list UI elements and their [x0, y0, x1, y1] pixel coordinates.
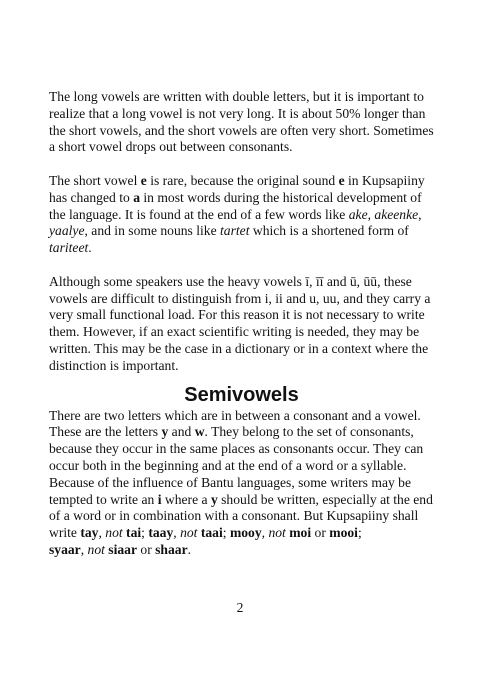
- example-word: tariteet: [49, 240, 89, 256]
- letter-e: e: [140, 172, 147, 188]
- example-word: taai: [200, 525, 223, 541]
- page-content: [49, 89, 434, 559]
- text: or: [137, 541, 156, 557]
- example-word: tai: [126, 525, 142, 541]
- example-word: yaalye: [49, 223, 85, 239]
- page-number: 2: [236, 600, 244, 615]
- text: where a: [161, 491, 211, 507]
- not-word: not: [268, 525, 286, 541]
- example-word: mooy: [229, 525, 262, 541]
- example-word: taay: [148, 525, 174, 541]
- example-word: syaar: [49, 541, 81, 557]
- text: . They belong to the set of consonants, because they occur in the same places as consonants occur. They can occur both in the beginning and at the end of a word or a syllable. Because of the influence of Bantu languages, some writers may be tempted to write an: [49, 424, 424, 507]
- paragraph-long-vowels: The long vowels are written with double letters, but it is important to realize that a long vowel is not very long. It is about 50% longer than the short vowels, and the short vowels are often very short. Sometimes a short vowel drops out between consonants.: [49, 89, 434, 155]
- text: ;: [141, 525, 149, 541]
- text: or: [311, 525, 330, 541]
- letter-a: a: [133, 189, 140, 205]
- text: ,: [98, 525, 106, 541]
- text: There are two letters which are in between a consonant and a vowel. These are the letters: [49, 407, 421, 440]
- paragraph-heavy-vowels: Although some speakers use the heavy vowels ī, īī and ū, ūū, these vowels are difficult to distinguish from i, ii and u, uu, and they carry a very small functional load. For this reason it is not necessary to write them. However, if an exact scientific writing is needed, they may be written. This may be the case in a dictionary or in a context where the distinction is important.: [49, 273, 431, 373]
- text: .: [88, 240, 92, 256]
- text: ,: [367, 206, 375, 222]
- letter-i: i: [157, 491, 162, 507]
- paragraph-short-vowel-e: [49, 173, 434, 257]
- example-word: siaar: [108, 541, 137, 557]
- example-word: moi: [289, 525, 312, 541]
- not-word: not: [87, 541, 105, 557]
- text: and: [168, 424, 195, 440]
- paragraph-gap: [49, 257, 434, 274]
- letter-y: y: [161, 424, 169, 440]
- letter-w: w: [194, 424, 205, 440]
- text: The short vowel: [49, 172, 141, 188]
- example-word: mooi: [329, 525, 358, 541]
- section-heading: Semivowels: [184, 383, 299, 406]
- letter-y: y: [210, 491, 218, 507]
- text: in Kupsapiiny has changed to: [49, 172, 425, 205]
- text: ;: [222, 525, 230, 541]
- example-word: shaar: [155, 541, 188, 557]
- not-word: not: [180, 525, 198, 541]
- text: , and in some nouns like: [84, 223, 221, 239]
- example-word: tay: [80, 525, 99, 541]
- text: ,: [173, 525, 181, 541]
- text: ,: [418, 206, 422, 222]
- paragraph-gap: [49, 156, 434, 173]
- example-word: ake: [348, 206, 368, 222]
- text: should be written, especially at the end of a word or in combination with a consonant. But Kupsapiiny shall write: [49, 491, 433, 541]
- text: .: [187, 541, 192, 557]
- text: is rare, because the original sound: [146, 172, 339, 188]
- text: ;: [357, 525, 362, 541]
- text: in most words during the historical development of the language. It is found at the end of a few words like: [49, 189, 422, 222]
- example-word: akeenke: [374, 206, 419, 222]
- not-word: not: [105, 525, 123, 541]
- paragraph-semivowels: [49, 408, 434, 559]
- text: ,: [80, 541, 88, 557]
- example-word: tartet: [220, 223, 250, 239]
- text: which is a shortened form of: [249, 223, 409, 239]
- text: ,: [261, 525, 269, 541]
- letter-e: e: [338, 172, 345, 188]
